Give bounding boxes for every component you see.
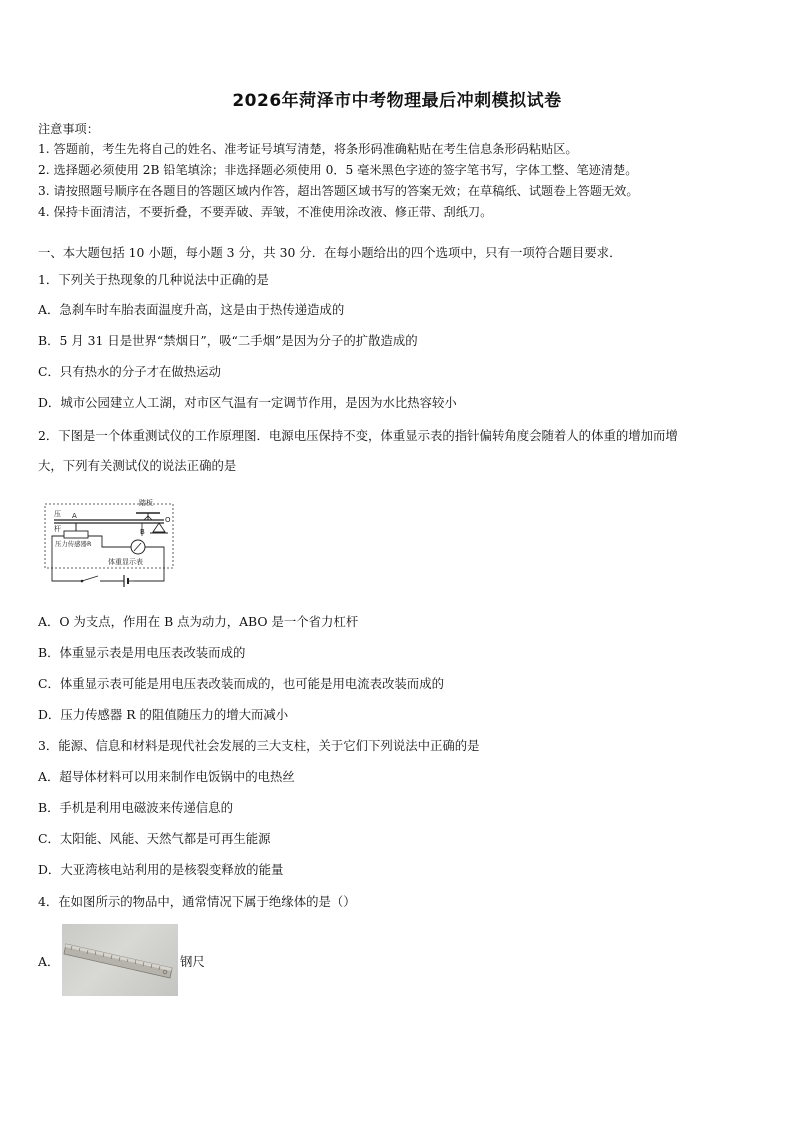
notice-item: 4. 保持卡面清洁，不要折叠，不要弄破、弄皱，不准使用涂改液、修正带、刮纸刀。 bbox=[38, 205, 493, 219]
question-2-stem-line1: 2．下图是一个体重测试仪的工作原理图．电源电压保持不变，体重显示表的指针偏转角度会随着人的体重的增加而增 bbox=[38, 428, 678, 443]
steel-ruler-photo bbox=[62, 924, 178, 996]
question-4-stem: 4．在如图所示的物品中，通常情况下属于绝缘体的是（） bbox=[38, 894, 356, 909]
question-2-option-c: C．体重显示表可能是用电压表改装而成的，也可能是用电流表改装而成的 bbox=[38, 676, 444, 691]
notice-item: 3. 请按照题号顺序在各题目的答题区域内作答，超出答题区域书写的答案无效；在草稿纸、试题卷上答题无效。 bbox=[38, 184, 639, 198]
question-1-stem: 1．下列关于热现象的几种说法中正确的是 bbox=[38, 272, 269, 287]
section-heading: 一、本大题包括 10 小题，每小题 3 分，共 30 分．在每小题给出的四个选项中，只有一项符合题目要求． bbox=[38, 245, 622, 260]
label-b: B bbox=[140, 528, 145, 536]
switch-icon bbox=[82, 576, 98, 581]
label-meter: 体重显示表 bbox=[108, 558, 143, 566]
fulcrum-o bbox=[153, 523, 165, 532]
label-sensor: 压力传感器R bbox=[55, 540, 92, 548]
meter-needle bbox=[134, 543, 141, 551]
question-3-option-a: A．超导体材料可以用来制作电饭锅中的电热丝 bbox=[38, 769, 295, 784]
label-pedal: 踏板 bbox=[139, 499, 153, 507]
question-2-stem-line2: 大，下列有关测试仪的说法正确的是 bbox=[38, 458, 237, 473]
weight-scale-circuit-diagram bbox=[42, 494, 177, 592]
question-2-option-a: A．O 为支点，作用在 B 点为动力，ABO 是一个省力杠杆 bbox=[38, 614, 359, 629]
question-1-option-a: A．急刹车时车胎表面温度升高，这是由于热传递造成的 bbox=[38, 302, 345, 317]
question-4-option-a-label: 钢尺 bbox=[180, 954, 205, 969]
wire-sensor-meter bbox=[88, 536, 131, 547]
pressure-sensor bbox=[64, 531, 88, 538]
label-o: O bbox=[165, 516, 171, 524]
question-3-option-d: D．大亚湾核电站利用的是核裂变释放的能量 bbox=[38, 862, 284, 877]
notice-item: 2. 选择题必须使用 2B 铅笔填涂；非选择题必须使用 0．5 毫米黑色字迹的签字笔书写，字体工整、笔迹清楚。 bbox=[38, 163, 638, 177]
notice-heading: 注意事项： bbox=[38, 122, 99, 136]
page-title: 2026年菏泽市中考物理最后冲刺模拟试卷 bbox=[232, 91, 562, 111]
steel-ruler-icon bbox=[62, 924, 178, 996]
label-lever-1: 压 bbox=[54, 510, 61, 518]
question-1-option-b: B．5 月 31 日是世界“禁烟日”，吸“二手烟”是因为分子的扩散造成的 bbox=[38, 333, 418, 348]
label-a: A bbox=[72, 512, 77, 520]
notice-item: 1. 答题前，考生先将自己的姓名、准考证号填写清楚，将条形码准确粘贴在考生信息条形码粘贴区。 bbox=[38, 142, 578, 156]
label-lever-2: 杆 bbox=[54, 525, 61, 533]
question-4-option-a-letter: A． bbox=[38, 954, 60, 969]
question-2-option-b: B．体重显示表是用电压表改装而成的 bbox=[38, 645, 246, 660]
question-1-option-d: D．城市公园建立人工湖，对市区气温有一定调节作用，是因为水比热容较小 bbox=[38, 395, 457, 410]
switch-pivot bbox=[81, 580, 84, 583]
question-1-option-c: C．只有热水的分子才在做热运动 bbox=[38, 364, 221, 379]
question-2-option-d: D．压力传感器 R 的阻值随压力的增大而减小 bbox=[38, 707, 289, 722]
question-3-option-b: B．手机是利用电磁波来传递信息的 bbox=[38, 800, 233, 815]
question-3-option-c: C．太阳能、风能、天然气都是可再生能源 bbox=[38, 831, 271, 846]
question-3-stem: 3．能源、信息和材料是现代社会发展的三大支柱，关于它们下列说法中正确的是 bbox=[38, 738, 480, 753]
